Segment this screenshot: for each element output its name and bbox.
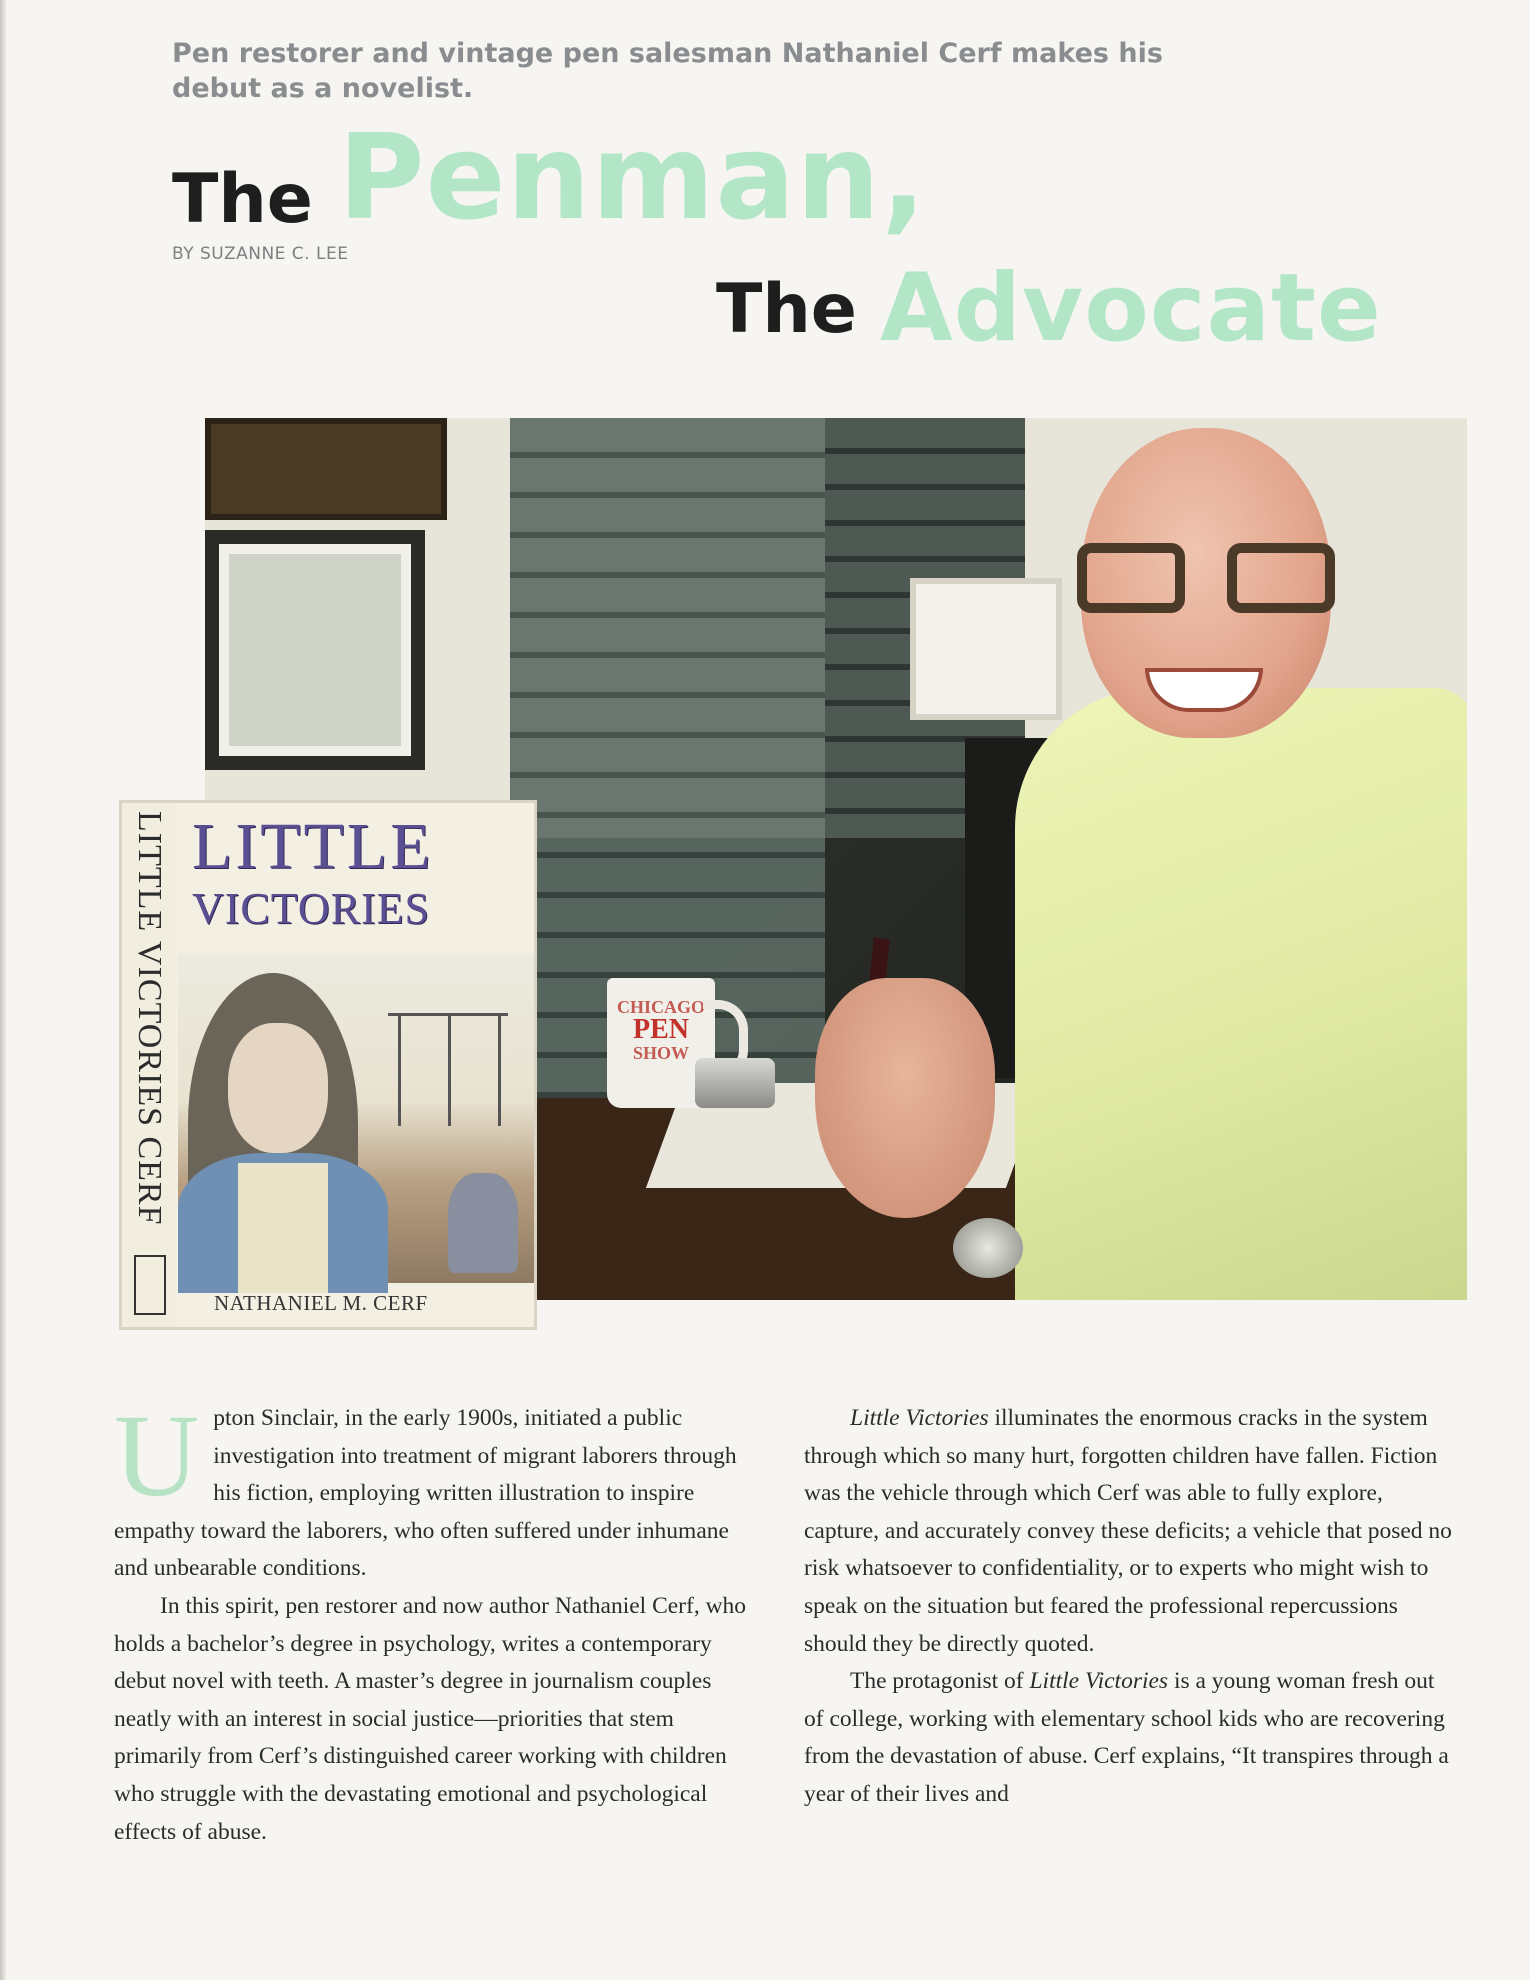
publisher-logo — [134, 1255, 166, 1315]
picture-frame-seagulls — [205, 530, 425, 770]
book-illustration — [178, 953, 536, 1283]
book-title-italic-2: Little Victories — [1029, 1668, 1169, 1695]
paragraph-4-text: is a young woman fresh out of college, working with elementary school kids who are recovering from the devastation of abuse. Cerf explains, “It transpires through a year of their lives and — [804, 1668, 1449, 1807]
framed-certificate — [910, 578, 1062, 720]
page-edge — [0, 0, 6, 1980]
article-paragraph-1 — [114, 1390, 764, 1588]
illustrated-child — [448, 1173, 518, 1273]
illustrated-girl-shirt — [238, 1163, 328, 1293]
book-author: NATHANIEL M. CERF — [214, 1291, 428, 1315]
man-shirt — [1015, 688, 1467, 1300]
article-column-right — [804, 1400, 1454, 1814]
book-cover — [119, 800, 537, 1330]
book-spine — [122, 803, 176, 1327]
drop-cap: U — [114, 1390, 200, 1521]
glasses — [1077, 543, 1347, 613]
subhead: Pen restorer and vintage pen salesman Nathaniel Cerf makes his debut as a novelist. — [172, 38, 1163, 104]
illustrated-girl-face — [228, 1023, 328, 1153]
metal-tin — [695, 1058, 775, 1108]
title-the-2: The — [716, 270, 857, 349]
paragraph-3-text: illuminates the enormous cracks in the system through which so many hurt, forgotten children have fallen. Fiction was the vehicle through which Cerf was able to fully explore, capture, and accurately convey these deficits; a vehicle that posed no risk whatsoever to confidentiality, or to experts who might wish to speak on the situation but feared the professional repercussions should they be directly quoted. — [804, 1405, 1452, 1657]
mug-text-chicago: CHICAGO — [616, 997, 705, 1017]
mug-text-show: SHOW — [632, 1043, 689, 1063]
swing-set — [388, 1013, 508, 1126]
wristwatch — [953, 1218, 1023, 1278]
mug-text-pen: PEN — [633, 1014, 689, 1045]
picture-frame-top — [205, 418, 447, 520]
article-column-left — [114, 1390, 764, 1851]
title-advocate: Advocate — [880, 254, 1382, 363]
title-penman: Penman, — [338, 108, 927, 246]
byline: BY SUZANNE C. LEE — [172, 244, 349, 264]
book-title-italic: Little Victories — [850, 1405, 989, 1431]
hand — [815, 978, 995, 1218]
book-title-line2: VICTORIES — [192, 884, 430, 933]
article-paragraph-4 — [804, 1663, 1454, 1813]
paragraph-1-text: pton Sinclair, in the early 1900s, initiated a public investigation into treatment of migrant laborers through his fiction, employing written illustration to inspire empathy toward the laborers, who often suffered under inhumane and unbearable conditions. — [114, 1405, 737, 1582]
article-paragraph-2: In this spirit, pen restorer and now author Nathaniel Cerf, who holds a bachelor’s degree in psychology, writes a contemporary debut novel with teeth. A master’s degree in journalism couples neatly with an interest in social justice—priorities that stem primarily from Cerf’s distinguished career working with children who struggle with the devastating emotional and psychological effects of abuse. — [114, 1592, 747, 1845]
book-title-line1: LITTLE — [192, 810, 434, 883]
article-paragraph-3 — [804, 1400, 1454, 1663]
title-the-1: The — [172, 160, 313, 239]
spine-text: LITTLE VICTORIES CERF — [131, 811, 168, 1226]
paragraph-4-start: The protagonist of — [850, 1668, 1030, 1695]
